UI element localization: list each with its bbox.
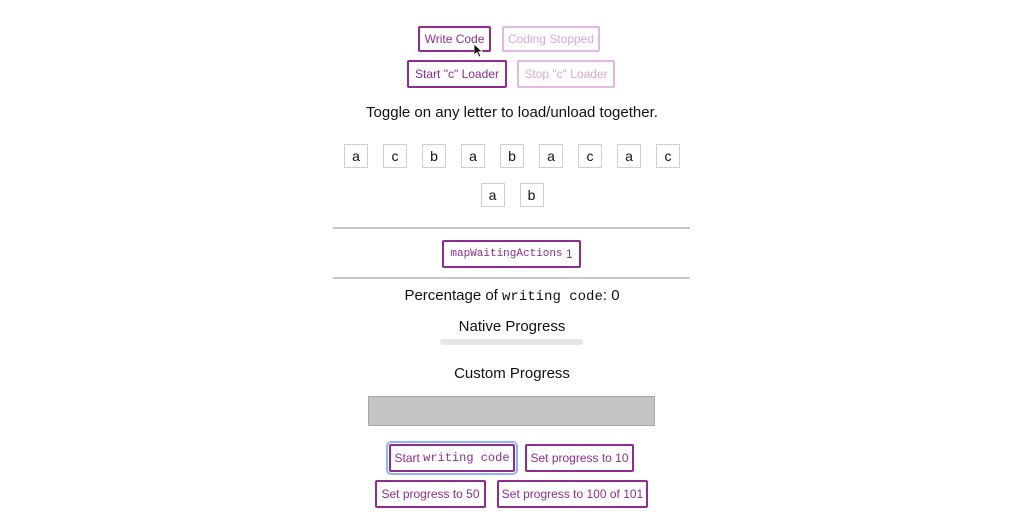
stop-loader-button[interactable]: Stop "c" Loader xyxy=(517,60,615,88)
letter-toggle[interactable]: a xyxy=(617,144,641,168)
mouse-cursor-icon xyxy=(474,44,484,58)
letters-row xyxy=(0,183,1024,207)
letter-toggle[interactable]: c xyxy=(656,144,680,168)
letters-row xyxy=(0,144,1024,168)
start-writing-code-button[interactable] xyxy=(389,444,515,472)
letter-toggle[interactable]: c xyxy=(578,144,602,168)
letter-toggle[interactable]: a xyxy=(539,144,563,168)
start-loader-button[interactable]: Start "c" Loader xyxy=(407,60,507,88)
letter-toggle[interactable]: b xyxy=(500,144,524,168)
write-code-button[interactable]: Write Code xyxy=(418,26,491,52)
coding-stopped-button[interactable]: Coding Stopped xyxy=(502,26,600,52)
custom-progress-label: Custom Progress xyxy=(454,365,570,382)
start-writing-code-term: writing code xyxy=(423,451,510,465)
percentage-value: 0 xyxy=(611,287,620,304)
letter-toggle[interactable]: a xyxy=(481,183,505,207)
set-progress-50-button[interactable]: Set progress to 50 xyxy=(375,480,486,508)
start-writing-code-prefix: Start xyxy=(394,451,420,465)
letter-toggle[interactable]: b xyxy=(520,183,544,207)
set-progress-100-button[interactable]: Set progress to 100 of 101 xyxy=(497,480,648,508)
map-waiting-actions-button[interactable] xyxy=(442,240,581,268)
divider xyxy=(333,277,690,279)
instructions-text: Toggle on any letter to load/unload together. xyxy=(366,104,658,121)
native-progress-bar xyxy=(440,339,583,345)
percentage-code-term: writing code xyxy=(502,289,603,305)
percentage-text xyxy=(0,287,1024,305)
map-waiting-actions-count: 1 xyxy=(565,247,573,261)
percentage-prefix: Percentage of xyxy=(404,287,498,304)
letter-toggle[interactable]: a xyxy=(344,144,368,168)
letter-toggle[interactable]: c xyxy=(383,144,407,168)
letter-toggle[interactable]: a xyxy=(461,144,485,168)
custom-progress-bar xyxy=(368,396,655,426)
map-waiting-actions-label: mapWaitingActions xyxy=(450,248,563,260)
native-progress-label: Native Progress xyxy=(458,318,566,335)
set-progress-10-button[interactable]: Set progress to 10 xyxy=(525,444,634,472)
percentage-suffix: : xyxy=(602,287,608,304)
divider xyxy=(333,227,690,229)
letter-toggle[interactable]: b xyxy=(422,144,446,168)
